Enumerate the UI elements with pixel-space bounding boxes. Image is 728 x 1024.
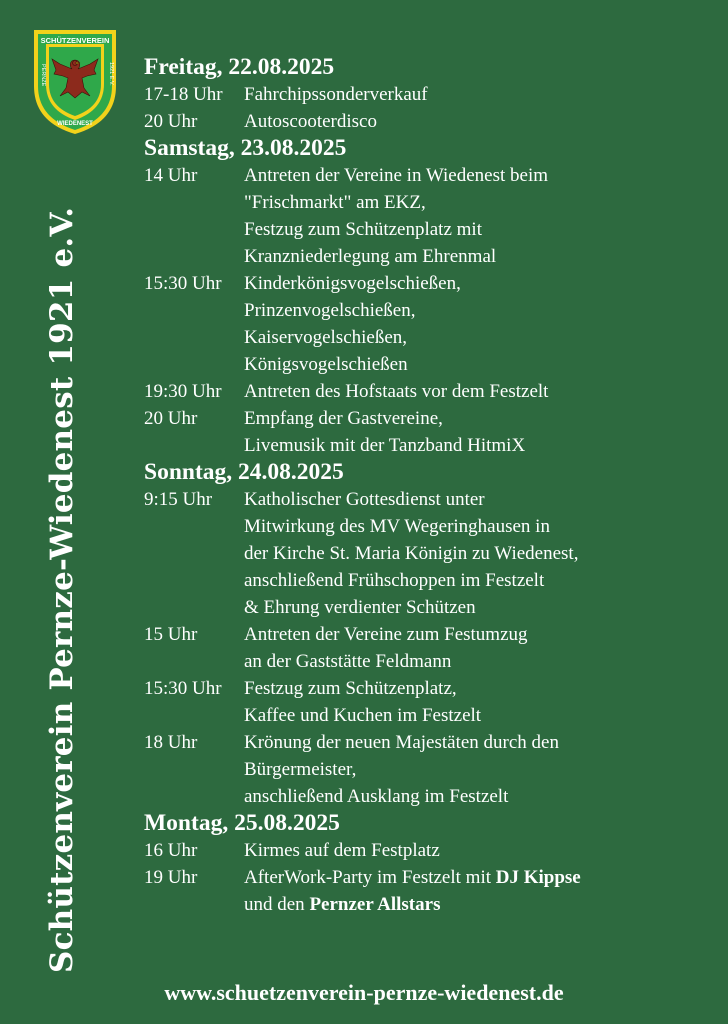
- entry-time: 14 Uhr: [144, 165, 198, 186]
- entry-line: anschließend Frühschoppen im Festzelt: [244, 570, 545, 591]
- entry-time: 19 Uhr: [144, 867, 198, 888]
- entry-line: Krönung der neuen Majestäten durch den: [244, 732, 559, 753]
- entry-line-text: und den: [244, 894, 310, 915]
- entry-line: Livemusik mit der Tanzband HitmiX: [244, 435, 526, 456]
- entry-line: "Frischmarkt" am EKZ,: [244, 192, 426, 213]
- entry-time: 18 Uhr: [144, 732, 198, 753]
- schedule-entry: [144, 270, 714, 378]
- entry-description: [244, 837, 714, 864]
- entry-line: Königsvogelschießen: [244, 354, 408, 375]
- logo-arc-text: SCHÜTZENVEREIN: [40, 36, 110, 45]
- entry-time: 19:30 Uhr: [144, 381, 222, 402]
- entry-line: Festzug zum Schützenplatz mit: [244, 219, 482, 240]
- dj-name: DJ Kippse: [495, 867, 581, 888]
- day-heading: Samstag, 23.08.2025: [144, 135, 347, 161]
- schedule-entry: [144, 162, 714, 270]
- entry-line: Autoscooterdisco: [244, 111, 377, 132]
- schedule-entry: [144, 108, 714, 135]
- day-friday: [144, 54, 714, 135]
- entry-time: 15 Uhr: [144, 624, 198, 645]
- entry-line: Kranzniederlegung am Ehrenmal: [244, 246, 497, 267]
- entry-line-text: AfterWork-Party im Festzelt mit: [244, 867, 496, 888]
- schedule-entry: [144, 81, 714, 108]
- entry-line: Kaiservogelschießen,: [244, 327, 408, 348]
- day-saturday: [144, 135, 714, 459]
- club-logo: [30, 26, 120, 138]
- website-url[interactable]: www.schuetzenverein-pernze-wiedenest.de: [164, 980, 564, 1005]
- entry-line: Kaffee und Kuchen im Festzelt: [244, 705, 482, 726]
- entry-line: an der Gaststätte Feldmann: [244, 651, 452, 672]
- entry-line: Prinzenvogelschießen,: [244, 300, 416, 321]
- entry-description: [244, 675, 714, 729]
- entry-line: Bürgermeister,: [244, 759, 357, 780]
- entry-line: der Kirche St. Maria Königin zu Wiedenest,: [244, 543, 579, 564]
- event-schedule: [144, 54, 714, 918]
- entry-line: Antreten der Vereine in Wiedenest beim: [244, 165, 549, 186]
- entry-line: & Ehrung verdienter Schützen: [244, 597, 476, 618]
- entry-line: Katholischer Gottesdienst unter: [244, 489, 485, 510]
- logo-bottom-text: WIEDENEST: [57, 121, 93, 127]
- entry-description: [244, 108, 714, 135]
- entry-description: [244, 378, 714, 405]
- logo-right-text: 1921 E.V.: [108, 62, 114, 86]
- entry-description: [244, 81, 714, 108]
- schedule-entry: [144, 837, 714, 864]
- entry-time: 17-18 Uhr: [144, 84, 223, 105]
- entry-time: 20 Uhr: [144, 408, 198, 429]
- entry-line: Fahrchipssonderverkauf: [244, 84, 428, 105]
- entry-description: [244, 486, 714, 621]
- schedule-entry: [144, 486, 714, 621]
- entry-time: 15:30 Uhr: [144, 273, 222, 294]
- entry-description: [244, 162, 714, 270]
- entry-description: [244, 621, 714, 675]
- schedule-entry: [144, 621, 714, 675]
- vertical-club-title: Schützenverein Pernze-Wiedenest 1921 e.V.: [44, 206, 80, 973]
- entry-description: [244, 405, 714, 459]
- entry-time: 9:15 Uhr: [144, 489, 213, 510]
- schedule-entry: [144, 864, 714, 918]
- day-heading: Freitag, 22.08.2025: [144, 54, 335, 80]
- entry-line: [244, 891, 714, 918]
- entry-line: Empfang der Gastvereine,: [244, 408, 443, 429]
- entry-line: Kinderkönigsvogelschießen,: [244, 273, 461, 294]
- entry-time: 20 Uhr: [144, 111, 198, 132]
- day-monday: [144, 810, 714, 918]
- entry-line: Kirmes auf dem Festplatz: [244, 840, 440, 861]
- schedule-entry: [144, 405, 714, 459]
- entry-line: Antreten des Hofstaats vor dem Festzelt: [244, 381, 549, 402]
- day-sunday: [144, 459, 714, 810]
- schedule-entry: [144, 729, 714, 810]
- schedule-entry: [144, 378, 714, 405]
- band-name: Pernzer Allstars: [309, 894, 441, 915]
- entry-line: Antreten der Vereine zum Festumzug: [244, 624, 528, 645]
- logo-left-text: PERNZE: [40, 64, 46, 87]
- schedule-entry: [144, 675, 714, 729]
- entry-line: Festzug zum Schützenplatz,: [244, 678, 457, 699]
- entry-description: [244, 270, 714, 378]
- entry-time: 16 Uhr: [144, 840, 198, 861]
- entry-line: Mitwirkung des MV Wegeringhausen in: [244, 516, 550, 537]
- entry-time: 15:30 Uhr: [144, 678, 222, 699]
- day-heading: Sonntag, 24.08.2025: [144, 459, 344, 485]
- day-heading: Montag, 25.08.2025: [144, 810, 340, 836]
- entry-line: [244, 864, 714, 891]
- entry-line: anschließend Ausklang im Festzelt: [244, 786, 509, 807]
- entry-description: [244, 729, 714, 810]
- entry-description: [244, 864, 714, 918]
